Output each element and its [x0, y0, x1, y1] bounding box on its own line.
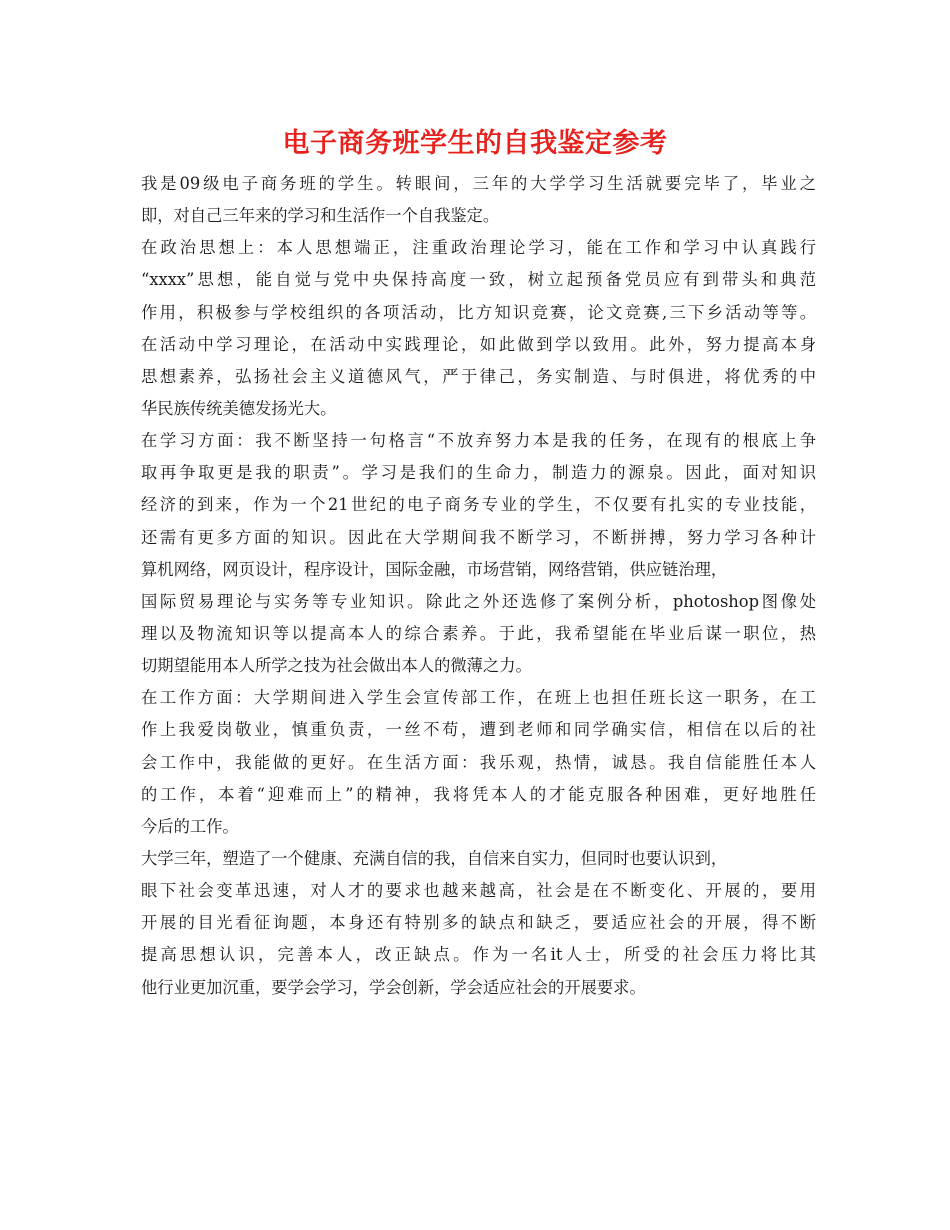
document-title: 电子商务班学生的自我鉴定参考 — [282, 128, 668, 159]
document-body — [141, 168, 816, 1004]
body-line: 在学习方面：我不断坚持一句格言“不放弃努力本是我的任务，在现有的根底上争 — [141, 431, 816, 451]
body-line: 大学三年，塑造了一个健康、充满自信的我，自信来自实力，但同时也要认识到， — [141, 848, 728, 868]
body-line: 在工作方面：大学期间进入学生会宣传部工作，在班上也担任班长这一职务，在工 — [141, 688, 816, 708]
body-line: 国际贸易理论与实务等专业知识。除此之外还选修了案例分析，photoshop图像处 — [141, 591, 816, 611]
body-line: 华民族传统美德发扬光大。 — [141, 398, 337, 418]
body-line: 切期望能用本人所学之技为社会做出本人的微薄之力。 — [141, 656, 532, 676]
body-line: 作用，积极参与学校组织的各项活动，比方知识竞赛，论文竞赛,三下乡活动等等。 — [141, 302, 816, 322]
body-line: 在政治思想上：本人思想端正，注重政治理论学习，能在工作和学习中认真践行 — [141, 238, 816, 258]
body-line: 还需有更多方面的知识。因此在大学期间我不断学习，不断拼搏，努力学习各种计 — [141, 527, 816, 547]
body-line: 作上我爱岗敬业，慎重负责，一丝不苟，遭到老师和同学确实信，相信在以后的社 — [141, 720, 816, 740]
body-line: 即，对自己三年来的学习和生活作一个自我鉴定。 — [141, 206, 500, 226]
body-line: 算机网络，网页设计，程序设计，国际金融，市场营销，网络营销，供应链治理， — [141, 559, 728, 579]
body-line: 眼下社会变革迅速，对人才的要求也越来越高，社会是在不断变化、开展的，要用 — [141, 881, 816, 901]
body-line: 提高思想认识，完善本人，改正缺点。作为一名it人士，所受的社会压力将比其 — [141, 945, 816, 965]
body-line: 今后的工作。 — [141, 816, 239, 836]
body-line: 经济的到来，作为一个21世纪的电子商务专业的学生，不仅要有扎实的专业技能， — [141, 495, 816, 515]
body-line: 理以及物流知识等以提高本人的综合素养。于此，我希望能在毕业后谋一职位，热 — [141, 623, 816, 643]
body-line: 思想素养，弘扬社会主义道德风气，严于律己，务实制造、与时俱进，将优秀的中 — [141, 366, 816, 386]
body-line: 取再争取更是我的职责”。学习是我们的生命力，制造力的源泉。因此，面对知识 — [141, 463, 816, 483]
body-line: 开展的目光看征询题，本身还有特别多的缺点和缺乏，要适应社会的开展，得不断 — [141, 913, 816, 933]
body-line: 他行业更加沉重，要学会学习，学会创新，学会适应社会的开展要求。 — [141, 977, 646, 997]
body-line: 的工作，本着“迎难而上”的精神，我将凭本人的才能克服各种困难，更好地胜任 — [141, 784, 816, 804]
body-line: “xxxx”思想，能自觉与党中央保持高度一致，树立起预备党员应有到带头和典范 — [141, 270, 816, 290]
body-line: 我是09级电子商务班的学生。转眼间，三年的大学学习生活就要完毕了，毕业之 — [141, 174, 816, 193]
body-line: 会工作中，我能做的更好。在生活方面：我乐观，热情，诚恳。我自信能胜任本人 — [141, 752, 816, 772]
body-line: 在活动中学习理论，在活动中实践理论，如此做到学以致用。此外，努力提高本身 — [141, 334, 816, 354]
